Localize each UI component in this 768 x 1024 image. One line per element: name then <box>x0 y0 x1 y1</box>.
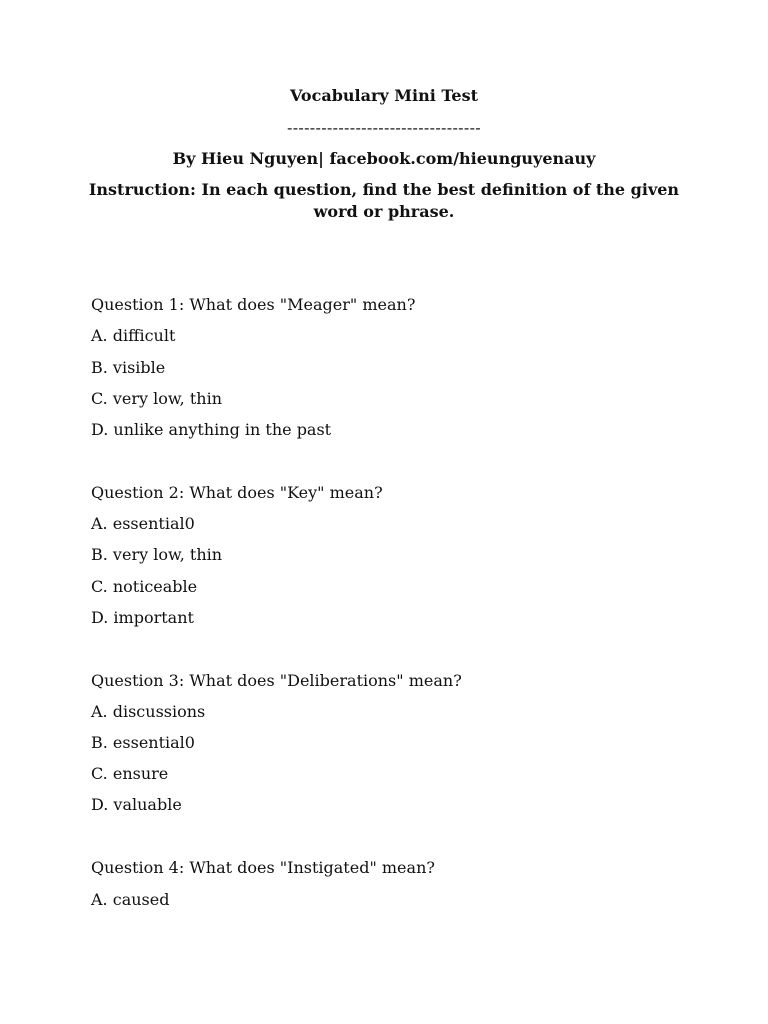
question-3-prompt: Question 3: What does "Deliberations" mean? <box>91 671 462 690</box>
question-4-option-a: A. caused <box>91 890 170 909</box>
question-3-option-c: C. ensure <box>91 764 169 783</box>
title-divider: ---------------------------------- <box>286 118 481 137</box>
question-1-option-c: C. very low, thin <box>91 389 222 408</box>
question-3-option-a: A. discussions <box>91 702 206 721</box>
question-4-prompt: Question 4: What does "Instigated" mean? <box>91 858 435 877</box>
question-3-option-b: B. essential0 <box>91 733 195 752</box>
question-2-prompt: Question 2: What does "Key" mean? <box>91 483 383 502</box>
question-2-option-c: C. noticeable <box>91 577 198 596</box>
instruction-text: Instruction: In each question, find the best definition of the given word or phrase. <box>88 180 680 221</box>
question-1-option-b: B. visible <box>91 358 166 377</box>
author-byline: By Hieu Nguyen| facebook.com/hieunguyenauy <box>172 149 596 168</box>
question-3-option-d: D. valuable <box>91 795 182 814</box>
question-2-option-d: D. important <box>91 608 194 627</box>
question-1-option-a: A. difficult <box>91 326 176 345</box>
question-1-prompt: Question 1: What does "Meager" mean? <box>91 295 416 314</box>
page-title: Vocabulary Mini Test <box>289 86 478 105</box>
question-2-option-b: B. very low, thin <box>91 545 223 564</box>
question-2-option-a: A. essential0 <box>91 514 195 533</box>
question-1-option-d: D. unlike anything in the past <box>91 420 332 439</box>
